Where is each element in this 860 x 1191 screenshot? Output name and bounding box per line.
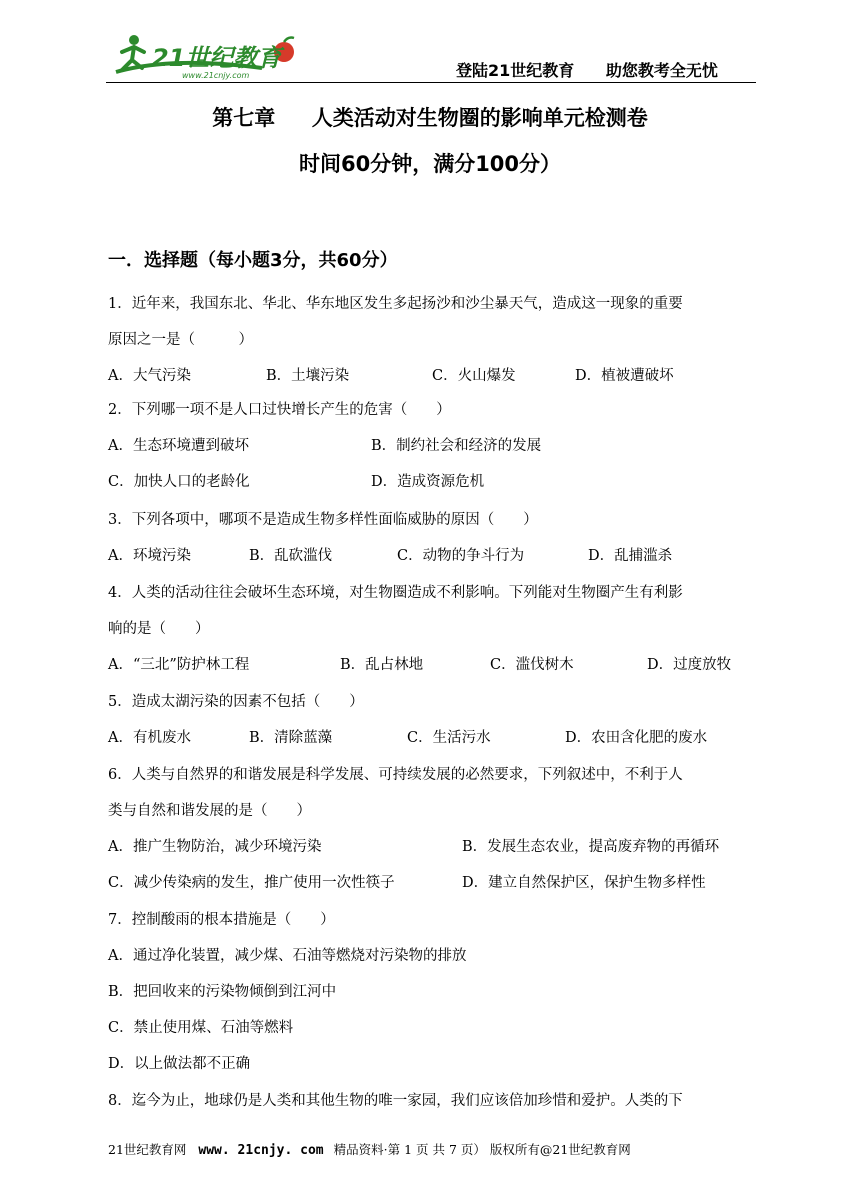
option-d: D．乱捕滥杀 [588, 548, 673, 564]
option-d: D．建立自然保护区，保护生物多样性 [462, 875, 706, 891]
option-row [108, 358, 758, 394]
option-row [108, 428, 758, 464]
slogan-left: 登陆21世纪教育 [456, 61, 575, 80]
option-row [108, 464, 758, 500]
question-1 [108, 286, 758, 394]
logo-graphic [112, 30, 312, 82]
header-slogan [456, 58, 756, 81]
option-row [108, 865, 758, 901]
option-a: A．有机废水 [108, 730, 191, 746]
footer-left: 21世纪教育网 [108, 1142, 187, 1157]
option-d: D．植被遭破坏 [575, 368, 674, 384]
option-d: D．农田含化肥的废水 [565, 730, 708, 746]
question-text: 8．迄今为止，地球仍是人类和其他生物的唯一家园，我们应该倍加珍惜和爱护。人类的下 [108, 1093, 683, 1109]
option-b: B．乱砍滥伐 [249, 548, 333, 564]
option-row [108, 647, 758, 683]
option-a: A．推广生物防治，减少环境污染 [108, 839, 322, 855]
question-text: 1．近年来，我国东北、华北、华东地区发生多起扬沙和沙尘暴天气，造成这一现象的重要 [108, 296, 683, 312]
question-7 [108, 902, 758, 1082]
logo-apple-leaf [284, 38, 294, 43]
option-c: C．生活污水 [407, 730, 491, 746]
logo-url-text: www.21cnjy.com [182, 71, 250, 80]
option-b: B．清除蓝藻 [249, 730, 333, 746]
question-2 [108, 392, 758, 500]
question-text: 原因之一是（ ） [108, 332, 253, 348]
option-a: A．生态环境遭到破坏 [108, 438, 249, 454]
option-d: D．以上做法都不正确 [108, 1056, 251, 1072]
option-row [108, 720, 758, 756]
question-8 [108, 1083, 758, 1119]
question-5 [108, 684, 758, 756]
option-b: B．制约社会和经济的发展 [371, 438, 542, 454]
option-a: A．“三北”防护林工程 [108, 657, 250, 673]
option-b: B．发展生态农业，提高废弃物的再循环 [462, 839, 720, 855]
question-text: 响的是（ ） [108, 621, 210, 637]
question-4 [108, 575, 758, 683]
question-text: 6．人类与自然界的和谐发展是科学发展、可持续发展的必然要求，下列叙述中，不利于人 [108, 767, 683, 783]
logo [112, 30, 312, 82]
option-a: A．大气污染 [108, 368, 191, 384]
option-b: B．把回收来的污染物倾倒到江河中 [108, 984, 337, 1000]
footer-right: 精品资料·第 1 页 共 7 页） 版权所有@21世纪教育网 [333, 1142, 631, 1157]
question-3 [108, 502, 758, 574]
question-text: 5．造成太湖污染的因素不包括（ ） [108, 694, 364, 710]
option-c: C．火山爆发 [432, 368, 516, 384]
option-row [108, 829, 758, 865]
option-b: B．乱占林地 [340, 657, 424, 673]
question-text: 2．下列哪一项不是人口过快增长产生的危害（ ） [108, 402, 451, 418]
option-c: C．禁止使用煤、石油等燃料 [108, 1020, 294, 1036]
page-footer [108, 1140, 758, 1158]
section-title: 一．选择题（每小题3分，共60分） [108, 250, 398, 271]
logo-runner-head [129, 35, 139, 45]
option-b: B．土壤污染 [266, 368, 350, 384]
option-d: D．造成资源危机 [371, 474, 485, 490]
question-text: 类与自然和谐发展的是（ ） [108, 803, 311, 819]
option-c: C．加快人口的老龄化 [108, 474, 250, 490]
page-subtitle: 时间60分钟，满分100分） [298, 152, 562, 176]
logo-text: 21世纪教育 [152, 44, 282, 72]
question-text: 7．控制酸雨的根本措施是（ ） [108, 912, 335, 928]
option-c: C．动物的争斗行为 [397, 548, 525, 564]
header-divider [106, 82, 756, 83]
option-a: A．环境污染 [108, 548, 191, 564]
question-text: 4．人类的活动往往会破坏生态环境，对生物圈造成不利影响。下列能对生物圈产生有利影 [108, 585, 683, 601]
option-row [108, 538, 758, 574]
question-text: 3．下列各项中，哪项不是造成生物多样性面临威胁的原因（ ） [108, 512, 538, 528]
option-d: D．过度放牧 [647, 657, 732, 673]
question-6 [108, 757, 758, 901]
option-c: C．滥伐树木 [490, 657, 574, 673]
page-title: 第七章 人类活动对生物圈的影响单元检测卷 [212, 106, 648, 130]
slogan-right: 助您教考全无忧 [605, 61, 718, 80]
option-a: A．通过净化装置，减少煤、石油等燃烧对污染物的排放 [108, 948, 467, 964]
option-c: C．减少传染病的发生，推广使用一次性筷子 [108, 875, 395, 891]
footer-site: www. 21cnjy. com [198, 1143, 324, 1158]
